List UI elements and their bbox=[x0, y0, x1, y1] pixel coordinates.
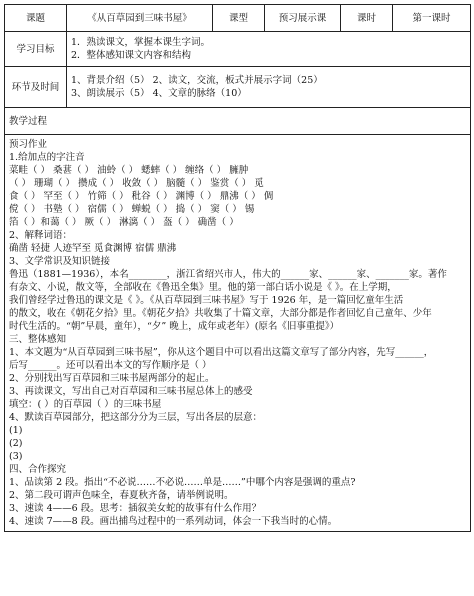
type-label: 课型 bbox=[213, 5, 265, 32]
step-line: 1、背景介绍（5） 2、读文，交流，板式并展示字词（25） bbox=[71, 75, 323, 86]
inquiry-line: 2、第二段可谓声色味全，春夏秋齐备，请举例说明。 bbox=[9, 490, 234, 501]
step-line: 3、朗读展示（5） 4、文章的脉络（10） bbox=[71, 88, 247, 99]
inquiry-line: 3、速读 4——6 段。思考：插叙美女蛇的故事有什么作用？ bbox=[9, 503, 262, 514]
process-title: 教学过程 bbox=[5, 108, 471, 135]
pinyin-line: 傥（ ） 书塾（ ） 宿儒（ ） 蝉蜕（ ） 捣（ ） 窦（ ） 锡 bbox=[9, 204, 255, 215]
perception-line: 2、分别找出写百草园和三味书屋两部分的起止。 bbox=[9, 373, 215, 384]
literature-line: 有杂文、小说，散文等，全部收在《鲁迅全集》里。他的第一部白话小说是《 》。在上学期， bbox=[9, 282, 397, 293]
q2-title: 2、解释词语： bbox=[9, 230, 73, 241]
steps-label: 环节及时间 bbox=[5, 67, 67, 108]
layer-item: (1) bbox=[9, 425, 23, 436]
vocab-words: 确凿 轻捷 人迹罕至 觅食渊博 宿儒 鼎沸 bbox=[9, 243, 177, 254]
period-label: 课时 bbox=[341, 5, 393, 32]
perception-line: 3、再读课文，写出自己对百草园和三味书屋总体上的感受 bbox=[9, 386, 253, 397]
objectives-content bbox=[67, 32, 471, 67]
section-4-title: 四、合作探究 bbox=[9, 464, 67, 475]
inquiry-line: 4、速读 7——8 段。画出捕鸟过程中的一系列动词，体会一下我当时的心情。 bbox=[9, 516, 338, 527]
objectives-row bbox=[5, 32, 471, 67]
process-body bbox=[5, 135, 471, 532]
perception-line: 1、本文题为“从百草园到三味书屋”，你从这个题目中可以看出这篇文章写了部分内容，先写______， bbox=[9, 347, 434, 358]
type-value: 预习展示课 bbox=[265, 5, 341, 32]
literature-line: 我们曾经学过鲁迅的课文是《 》。《从百草园到三味书屋》写于 1926 年，是一篇回忆童年生活 bbox=[9, 295, 404, 306]
literature-line: 时代生活的。“朝”早晨，童年），“夕” 晚上，成年或老年）(原名《旧事重提》） bbox=[9, 321, 340, 332]
process-body-row bbox=[5, 135, 471, 532]
pinyin-line: 食（ ） 罕至（ ） 竹筛（ ） 秕谷（ ） 渊博（ ） 鼎沸（ ） 倜 bbox=[9, 191, 274, 202]
q1-title: 1.给加点的字注音 bbox=[9, 152, 85, 163]
perception-line: 后写______。还可以看出本文的写作顺序是（ ） bbox=[9, 360, 212, 371]
q3-title: 3、文学常识及知识链接 bbox=[9, 256, 111, 267]
perception-line: 4、默读百草园部分，把这部分分为三层，写出各层的层意： bbox=[9, 412, 263, 423]
header-row bbox=[5, 5, 471, 32]
steps-content bbox=[67, 67, 471, 108]
inquiry-line: 1、品读第 2 段。指出“不必说……不必说……单是……”中哪个内容是强调的重点? bbox=[9, 477, 356, 488]
course-title: 《从百草园到三味书屋》 bbox=[67, 5, 213, 32]
literature-line: 鲁迅（1881—1936），本名________，浙江省绍兴市人，伟大的______家、______家、_______家。著作 bbox=[9, 269, 447, 280]
objective-item: 2．整体感知课文内容和结构 bbox=[71, 50, 192, 61]
perception-line: 填空：( ）的百草园（ ）的三味书屋 bbox=[9, 399, 162, 410]
objectives-label: 学习目标 bbox=[5, 32, 67, 67]
course-label: 课题 bbox=[5, 5, 67, 32]
section-3-title: 三、整体感知 bbox=[9, 334, 67, 345]
preview-heading: 预习作业 bbox=[9, 139, 48, 150]
literature-line: 的散文，收在《朝花夕拾》里。《朝花夕拾》共收集了十篇文章，大部分都是作者回忆自己童年、少年 bbox=[9, 308, 432, 319]
pinyin-line: 箔（ ）和蔼（ ） 厥（ ） 淋漓（ ） 盔（ ） 确凿（ ） bbox=[9, 217, 239, 228]
lesson-plan-table bbox=[4, 4, 471, 532]
layer-item: (2) bbox=[9, 438, 23, 449]
pinyin-line: （ ） 珊瑚（ ） 攒成（ ） 收敛（ ） 脑髓（ ） 鉴赏（ ） 觅 bbox=[9, 178, 264, 189]
process-title-row bbox=[5, 108, 471, 135]
objective-item: 1．熟读课文，掌握本课生字词。 bbox=[71, 37, 211, 48]
pinyin-line: 菜畦（ ） 桑葚（ ） 油蛉（ ） 蟋蟀（ ） 缠络（ ） 臃肿 bbox=[9, 165, 249, 176]
layer-item: (3) bbox=[9, 451, 23, 462]
steps-row bbox=[5, 67, 471, 108]
period-value: 第一课时 bbox=[393, 5, 471, 32]
